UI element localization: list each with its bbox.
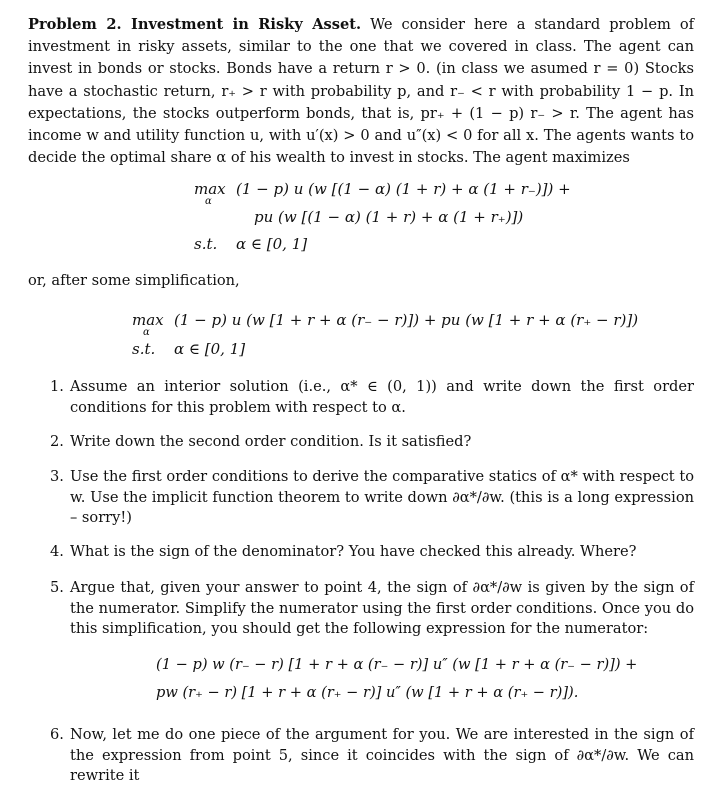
question-6 <box>28 725 694 787</box>
question-number: 2. <box>50 433 64 450</box>
question-number: 6. <box>50 726 64 743</box>
simplification-text: or, after some simplification, <box>28 272 240 289</box>
objective-line-1: (1 − p) u (w [(1 − α) (1 + r) + α (1 + r₋)]) + <box>236 180 571 198</box>
question-text: What is the sign of the denominator? You have checked this already. Where? <box>70 543 637 560</box>
question-text: Now, let me do one piece of the argument for you. We are interested in the sign of the expression from point 5, since it coincides with the sign of ∂α*/∂w. We can rewrite it <box>70 726 694 785</box>
question-2 <box>28 432 694 453</box>
numerator-line-1: (1 − p) w (r₋ − r) [1 + r + α (r₋ − r)] u″ (w [1 + r + α (r₋ − r)]) + <box>156 656 638 673</box>
question-1 <box>28 377 694 418</box>
problem-intro-text: We consider here a standard problem of investment in risky assets, similar to the one that we covered in class. The agent can invest in bonds or stocks. Bonds have a return r > 0. (in class we asumed r = 0) Stocks have a stochastic return, r₊ > r with probability p, and r₋ < r with probability 1 − p. In expectations, the stocks outperform bonds, that is, pr₊ + (1 − p) r₋ > r. The agent has income w and utility function u, with u′(x) > 0 and u″(x) < 0 for all x. The agents wants to decide the optimal share α of his wealth to invest in stocks. The agent maximizes <box>28 16 695 167</box>
question-number: 4. <box>50 543 64 560</box>
question-text: Argue that, given your answer to point 4, the sign of ∂α*/∂w is given by the sign of the numerator. Simplify the numerator using the first order conditions. Once you do this simplification, you should get the following expression for the numerator: <box>70 579 694 638</box>
objective-simplified: (1 − p) u (w [1 + r + α (r₋ − r)]) + pu (w [1 + r + α (r₊ − r)]) <box>174 311 639 329</box>
objective-line-2: pu (w [(1 − α) (1 + r) + α (1 + r₊)]) <box>254 208 524 226</box>
question-number: 3. <box>50 468 64 485</box>
max-operator-1: max <box>194 180 226 198</box>
subject-to-label-2: s.t. <box>132 340 156 358</box>
question-text: Write down the second order condition. Is it satisfied? <box>70 433 472 450</box>
subject-to-label-1: s.t. <box>194 235 218 253</box>
max-operator-2: max <box>132 311 164 329</box>
problem-title: Problem 2. Investment in Risky Asset. <box>28 16 362 33</box>
question-4 <box>28 542 694 563</box>
max-subscript-1: α <box>205 196 212 207</box>
question-3 <box>28 467 694 529</box>
max-subscript-2: α <box>143 327 150 338</box>
constraint-2: α ∈ [0, 1] <box>174 340 246 358</box>
constraint-1: α ∈ [0, 1] <box>236 235 308 253</box>
question-text: Use the first order conditions to derive the comparative statics of α* with respect to w. Use the implicit function theorem to write down ∂α*/∂w. (this is a long expression – sorry!) <box>70 468 694 527</box>
question-number: 5. <box>50 579 64 596</box>
question-5 <box>28 578 694 640</box>
question-text: Assume an interior solution (i.e., α* ∈ (0, 1)) and write down the first order conditions for this problem with respect to α. <box>70 378 694 416</box>
problem-intro <box>28 14 694 169</box>
numerator-line-2: pw (r₊ − r) [1 + r + α (r₊ − r)] u″ (w [1 + r + α (r₊ − r)]). <box>156 684 579 701</box>
question-number: 1. <box>50 378 64 395</box>
